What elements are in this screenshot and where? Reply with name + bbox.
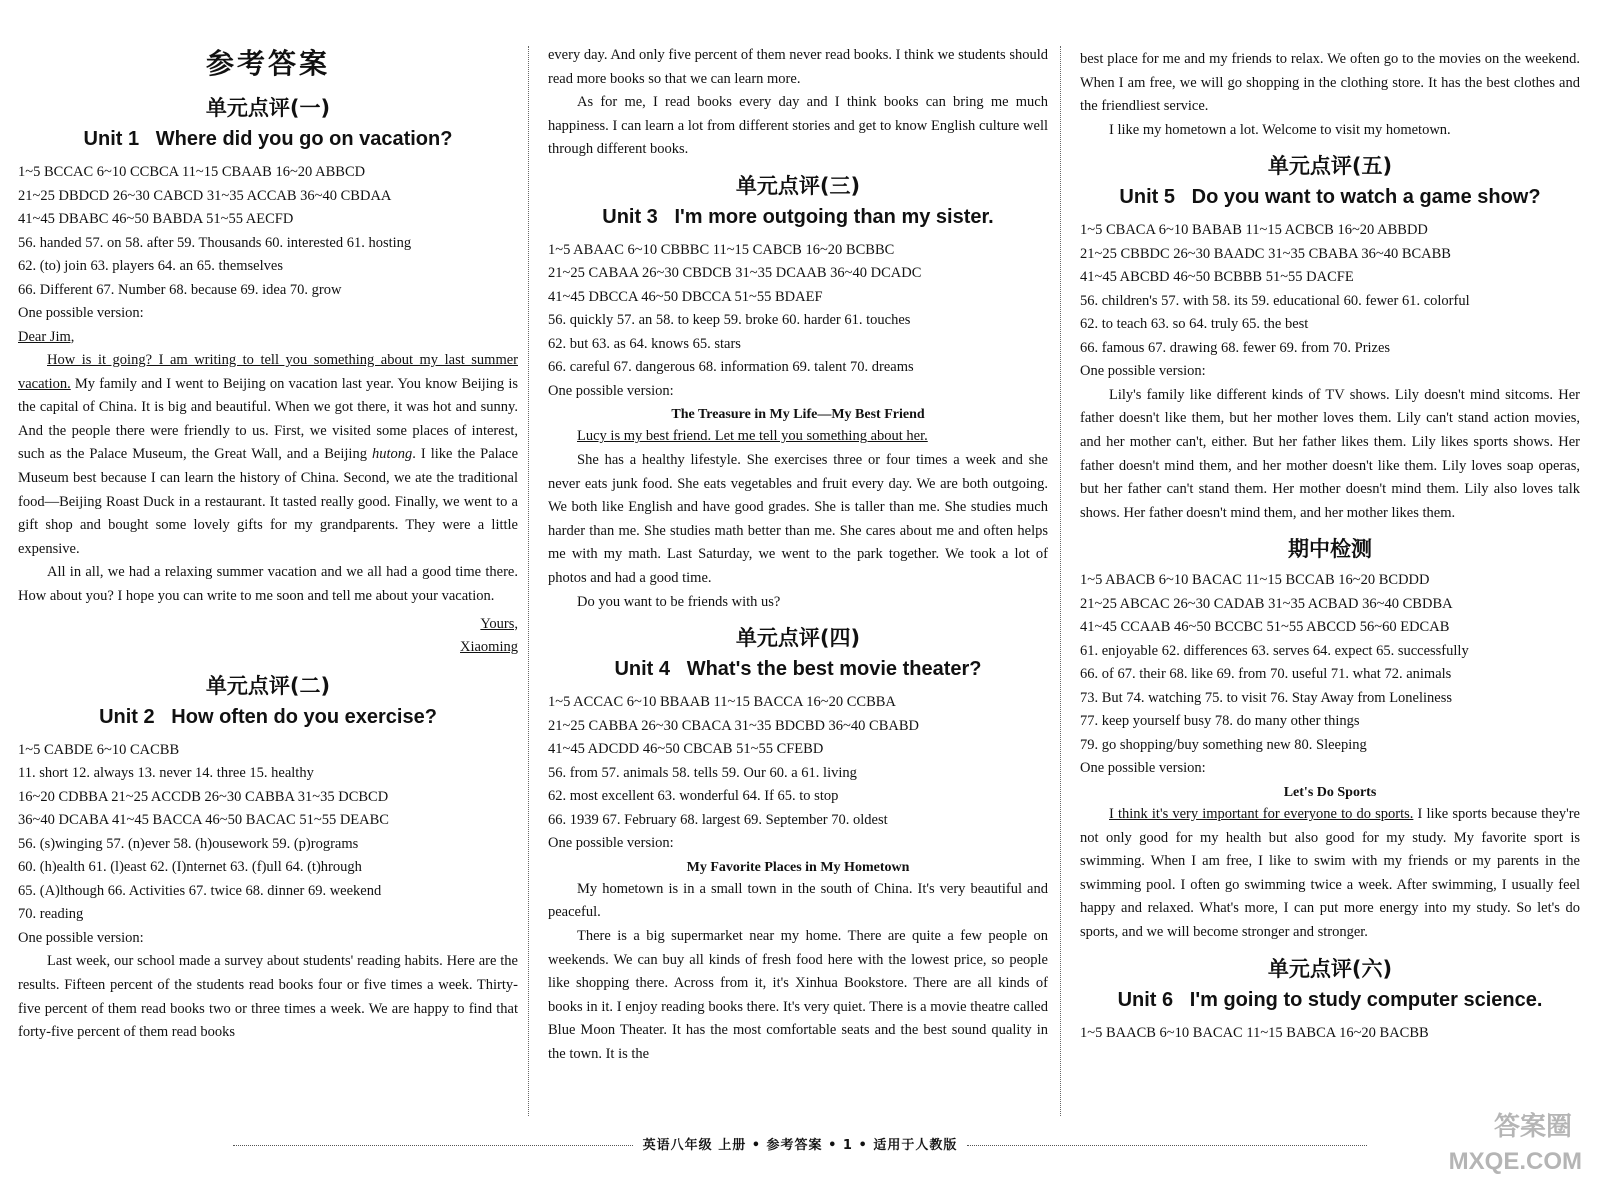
letter-closing <box>18 613 518 637</box>
answer-line: 1~5 CBACA 6~10 BABAB 11~15 ACBCB 16~20 ABBDD <box>1080 222 1428 239</box>
essay-paragraph <box>1080 803 1580 945</box>
unit-title: Unit 6 I'm going to study computer science. <box>1117 988 1543 1011</box>
answer-line: One possible version: <box>18 305 144 321</box>
answer-line: 56. from 57. animals 58. tells 59. Our 60. a 61. living <box>548 764 857 781</box>
essay-paragraph: Lily's family like different kinds of TV shows. Lily doesn't mind sitcoms. Her father doesn't like them, but her mother loves them. Lily can't stand action movies, and her mother can't, either. But her father likes them. Lily likes sports shows. Her father doesn't mind them, and her mother doesn't like them. Lily loves soap operas, but her father can't stand them. Her mother doesn't mind them. Lily also loves talk shows. Her father doesn't mind them, and her mother likes them. <box>1080 386 1580 521</box>
essay-paragraph: Last week, our school made a survey about students' reading habits. Here are the results. Fifteen percent of the students read books four or five times a week. Thirty-five percent of them read books two or three times a week. We are happy to find that forty-five percent of them read books <box>18 953 518 1041</box>
watermark-text: MXQE.COM <box>1448 1148 1582 1175</box>
footer-rule <box>233 1145 633 1146</box>
answer-line: 77. keep yourself busy 78. do many other things <box>1080 713 1360 730</box>
answer-line: One possible version: <box>548 382 674 399</box>
section-title: 单元点评(一) <box>205 96 331 120</box>
essay-paragraph <box>18 349 518 561</box>
column-2 <box>548 44 1048 1066</box>
answer-line: 66. Different 67. Number 68. because 69. idea 70. grow <box>18 281 342 298</box>
answer-line: 21~25 ABCAC 26~30 CADAB 31~35 ACBAD 36~40 CBDBA <box>1080 595 1453 612</box>
watermark <box>1412 1106 1582 1176</box>
answer-line: 66. of 67. their 68. like 69. from 70. useful 71. what 72. animals <box>1080 666 1452 683</box>
answer-line: 62. but 63. as 64. knows 65. stars <box>548 335 741 352</box>
answer-line: 21~25 CABAA 26~30 CBDCB 31~35 DCAAB 36~40 DCADC <box>548 265 922 282</box>
answer-line: 60. (h)ealth 61. (l)east 62. (I)nternet 63. (f)ull 64. (t)hrough <box>18 859 362 876</box>
answer-line: 41~45 DBCCA 46~50 DBCCA 51~55 BDAEF <box>548 288 823 305</box>
essay-text: My family and I went to Beijing on vacation last year. You know Beijing is the capital of China. It is big and beautiful. When we got there, it was hot and sunny. And the people there were friendly to us. First, we visited some places of interest, such as the Palace Museum, the Great Wall, and a Beijing <box>18 375 518 463</box>
essay-italic: hutong <box>371 446 413 463</box>
unit-title: Unit 4 What's the best movie theater? <box>614 658 982 681</box>
section-title: 单元点评(五) <box>1267 154 1393 179</box>
answer-line: 21~25 CBBDC 26~30 BAADC 31~35 CBABA 36~40 BCABB <box>1080 245 1451 262</box>
answer-line: 56. quickly 57. an 58. to keep 59. broke 60. harder 61. touches <box>548 312 911 329</box>
watermark-logo: 答案圈 <box>1493 1111 1572 1141</box>
topic-sentence: How is it going? I am writing to tell you something about my last summer vacation. <box>18 352 518 392</box>
answer-line: One possible version: <box>548 835 674 852</box>
essay-paragraph: Do you want to be friends with us? <box>577 593 781 610</box>
answer-line: 1~5 ABACB 6~10 BACAC 11~15 BCCAB 16~20 BCDDD <box>1080 572 1430 589</box>
answer-line: 65. (A)lthough 66. Activities 67. twice 68. dinner 69. weekend <box>18 882 382 899</box>
answer-line: 41~45 DBABC 46~50 BABDA 51~55 AECFD <box>18 211 294 227</box>
essay-paragraph: She has a healthy lifestyle. She exercises three or four times a week and she never eats junk food. She eats vegetables and fruit every day. We are both outgoing. We both like English and have good grades. She is taller than me. She studies much harder than me. She studies math better than me. She cares about me and often helps me with my math. Last Saturday, we went to the park together. We took a lot of photos and had a good time. <box>548 452 1048 587</box>
unit-title: Unit 1 Where did you go on vacation? <box>83 128 453 150</box>
letter-signature <box>18 636 518 660</box>
answer-line: 62. (to) join 63. players 64. an 65. themselves <box>18 258 283 274</box>
footer-text: 英语八年级 上册 • 参考答案 • 1 • 适用于人教版 <box>642 1138 958 1153</box>
section-title: 期中检测 <box>1288 537 1372 562</box>
answer-line: 70. reading <box>18 906 84 923</box>
essay-paragraph: All in all, we had a relaxing summer vacation and we all had a good time there. How about you? I hope you can write to me soon and tell me about your vacation. <box>18 564 518 605</box>
answer-line: 66. careful 67. dangerous 68. information 69. talent 70. dreams <box>548 359 914 376</box>
topic-sentence: Lucy is my best friend. Let me tell you something about her. <box>577 428 928 445</box>
essay-paragraph: I like my hometown a lot. Welcome to visit my hometown. <box>1109 121 1451 138</box>
answer-line: 16~20 CDBBA 21~25 ACCDB 26~30 CABBA 31~35 DCBCD <box>18 788 389 805</box>
essay-paragraph: best place for me and my friends to relax. We often go to the movies on the weekend. When I am free, we will go shopping in the clothing store. It has the best clothes and the friendliest service. <box>1080 51 1580 115</box>
answer-line: 1~5 ACCAC 6~10 BBAAB 11~15 BACCA 16~20 CCBBA <box>548 694 896 711</box>
answer-line: 62. to teach 63. so 64. truly 65. the best <box>1080 316 1309 333</box>
answer-line: 66. famous 67. drawing 68. fewer 69. from 70. Prizes <box>1080 339 1391 356</box>
section-title: 单元点评(三) <box>735 173 861 198</box>
essay-title: My Favorite Places in My Hometown <box>686 859 910 875</box>
answer-line: 56. children's 57. with 58. its 59. educational 60. fewer 61. colorful <box>1080 292 1470 309</box>
page-title: 参考答案 <box>205 47 330 80</box>
column-divider <box>1060 46 1061 1116</box>
essay-paragraph <box>548 425 1048 449</box>
letter-greeting: Dear Jim, <box>18 328 75 345</box>
answer-line: 79. go shopping/buy something new 80. Sleeping <box>1080 736 1367 753</box>
section-title: 单元点评(四) <box>735 626 861 651</box>
answer-line: 1~5 CABDE 6~10 CACBB <box>18 741 180 758</box>
answer-line: 56. handed 57. on 58. after 59. Thousands 60. interested 61. hosting <box>18 234 412 251</box>
answer-line: One possible version: <box>1080 363 1206 380</box>
answer-line: 41~45 ADCDD 46~50 CBCAB 51~55 CFEBD <box>548 741 824 758</box>
unit-title: Unit 3 I'm more outgoing than my sister. <box>602 205 994 228</box>
essay-text: . I like the Palace Museum best because I can learn the history of China. Second, we ate the traditional food—Beijing Roast Duck in a restaurant. It tasted really good. Finally, we went to a gift shop and bought some lovely gifts for my grandparents. They were a little expensive. <box>18 446 519 557</box>
answer-line: 1~5 BAACB 6~10 BACAC 11~15 BABCA 16~20 BACBB <box>1080 1024 1429 1041</box>
answer-line: 73. But 74. watching 75. to visit 76. Stay Away from Loneliness <box>1080 689 1453 706</box>
answer-line: 61. enjoyable 62. differences 63. serves 64. expect 65. successfully <box>1080 642 1469 659</box>
closing-text: Yours, <box>480 615 518 632</box>
essay-paragraph: There is a big supermarket near my home. There are quite a few people on weekends. We can buy all kinds of fresh food here with the lowest price, so people like shopping there. Across from it, it's Xinhua Bookstore. There are all kinds of books in it. I enjoy reading books there. It's very quiet. There is a movie theatre called Blue Moon Theater. It has the most comfortable seats and the best sound quality in the town. It is the <box>548 927 1048 1062</box>
signature-text: Xiaoming <box>460 639 518 656</box>
page-footer <box>0 1134 1600 1153</box>
footer-rule <box>967 1145 1367 1146</box>
essay-title: The Treasure in My Life—My Best Friend <box>671 407 925 423</box>
answer-line: 66. 1939 67. February 68. largest 69. September 70. oldest <box>548 811 888 828</box>
answer-line: 56. (s)winging 57. (n)ever 58. (h)ousework 59. (p)rograms <box>18 835 359 852</box>
essay-title: Let's Do Sports <box>1283 784 1377 800</box>
answer-line: 21~25 DBDCD 26~30 CABCD 31~35 ACCAB 36~40 CBDAA <box>18 187 392 204</box>
essay-text: I like sports because they're not only good for my health but also good for my study. My favorite sport is swimming. When I am free, I like to swim with my friends or my parents in the swimming pool. I often go swimming twice a week. After swimming, I usually feel happy and relaxed. What's more, I can put more energy into my study. So let's do sports, and we will become stronger and stronger. <box>1080 805 1580 940</box>
section-title: 单元点评(二) <box>205 673 331 698</box>
answer-line: 62. most excellent 63. wonderful 64. If 65. to stop <box>548 788 839 805</box>
column-divider <box>528 46 529 1116</box>
essay-paragraph: As for me, I read books every day and I think books can bring me much happiness. I can learn a lot from different stories and get to know English culture well through different books. <box>548 94 1048 158</box>
answer-line: 1~5 ABAAC 6~10 CBBBC 11~15 CABCB 16~20 BCBBC <box>548 241 895 258</box>
answer-line: 41~45 CCAAB 46~50 BCCBC 51~55 ABCCD 56~60 EDCAB <box>1080 619 1450 636</box>
answer-line: One possible version: <box>18 929 144 946</box>
answer-line: 21~25 CABBA 26~30 CBACA 31~35 BDCBD 36~40 CBABD <box>548 717 919 734</box>
section-title: 单元点评(六) <box>1267 956 1393 981</box>
unit-title: Unit 2 How often do you exercise? <box>99 705 437 728</box>
answer-line: 36~40 DCABA 41~45 BACCA 46~50 BACAC 51~55 DEABC <box>18 812 389 829</box>
essay-paragraph: My hometown is in a small town in the south of China. It's very beautiful and peaceful. <box>548 880 1048 921</box>
essay-paragraph: every day. And only five percent of them never read books. I think we students should read more books so that we can learn more. <box>548 47 1048 87</box>
column-3 <box>1080 48 1580 1045</box>
answer-line: 11. short 12. always 13. never 14. three 15. healthy <box>18 765 314 782</box>
column-1 <box>18 40 518 1045</box>
answer-line: One possible version: <box>1080 760 1206 777</box>
topic-sentence: I think it's very important for everyone to do sports. <box>1109 805 1414 822</box>
answer-line: 41~45 ABCBD 46~50 BCBBB 51~55 DACFE <box>1080 269 1354 286</box>
answer-line: 1~5 BCCAC 6~10 CCBCA 11~15 CBAAB 16~20 ABBCD <box>18 164 366 180</box>
unit-title: Unit 5 Do you want to watch a game show? <box>1119 186 1541 209</box>
